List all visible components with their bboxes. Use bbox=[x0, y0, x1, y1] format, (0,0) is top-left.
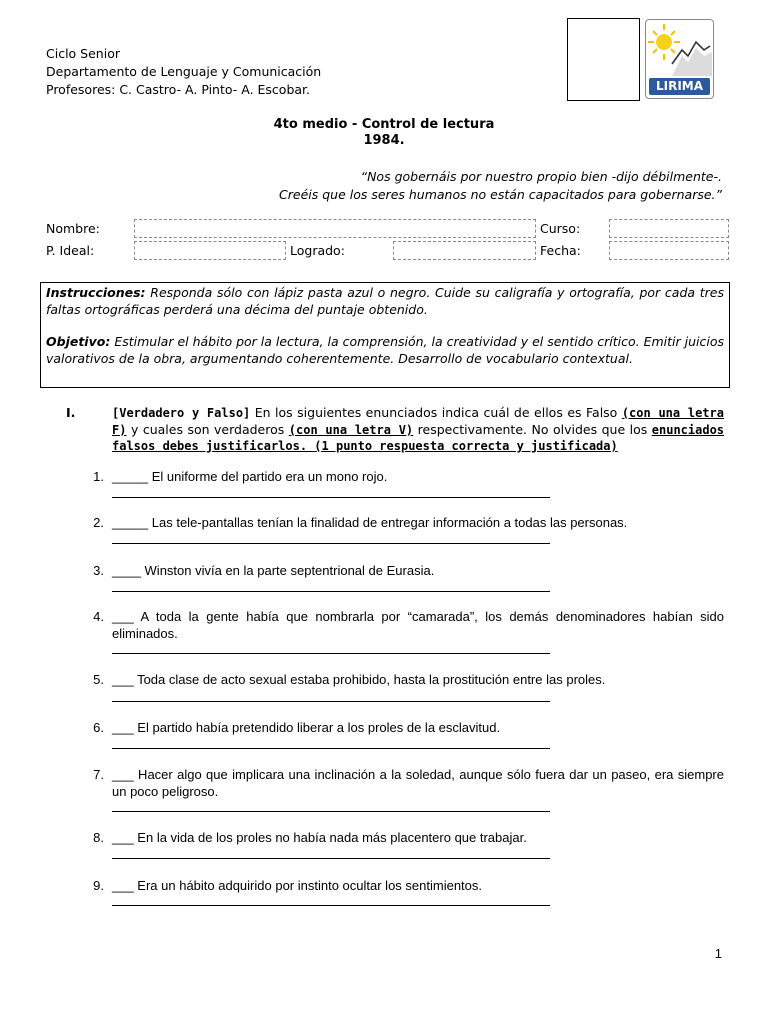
question-text: ___ El partido había pretendido liberar a los proles de la esclavitud. bbox=[112, 720, 501, 735]
school-logo bbox=[645, 19, 714, 99]
answer-line[interactable] bbox=[112, 701, 550, 702]
question-number: 3. bbox=[93, 563, 104, 578]
question-number: 7. bbox=[93, 767, 104, 782]
instructions-label: Instrucciones: bbox=[46, 285, 146, 300]
ideal-score-field[interactable] bbox=[134, 241, 286, 260]
section-text-2: y cuales son verdaderos bbox=[126, 421, 289, 437]
instructions-paragraph bbox=[46, 285, 724, 318]
question-text: ___ En la vida de los proles no había nada más placentero que trabajar. bbox=[112, 830, 527, 845]
answer-line[interactable] bbox=[112, 543, 550, 544]
question-number: 9. bbox=[93, 878, 104, 893]
question-number: 8. bbox=[93, 830, 104, 845]
achieved-score-field[interactable] bbox=[393, 241, 536, 260]
name-label: Nombre: bbox=[46, 221, 100, 236]
photo-box bbox=[567, 18, 640, 101]
question-text: ___ Hacer algo que implicara una inclinación a la soledad, aunque sólo fuera dar un paseo, era siempre un poco peligroso. bbox=[112, 767, 724, 799]
question-number: 5. bbox=[93, 672, 104, 687]
question-text: ___ A toda la gente había que nombrarla por “camarada”, los demás denominadores habían sido eliminados. bbox=[112, 609, 724, 641]
question-number: 2. bbox=[93, 515, 104, 530]
answer-line[interactable] bbox=[112, 905, 550, 906]
question-number: 6. bbox=[93, 720, 104, 735]
section-text-3: respectivamente. No olvides que los bbox=[413, 421, 652, 437]
answer-line[interactable] bbox=[112, 591, 550, 592]
question-number: 1. bbox=[93, 469, 104, 484]
ideal-score-label: P. Ideal: bbox=[46, 243, 95, 258]
quote-line-2: Creéis que los seres humanos no están capacitados para gobernarse.” bbox=[279, 187, 722, 202]
question-text: _____ Las tele-pantallas tenían la finalidad de entregar información a todas las personas. bbox=[112, 515, 628, 530]
section-number: I. bbox=[66, 405, 76, 420]
exam-subtitle: 1984. bbox=[363, 133, 405, 148]
exam-title: 4to medio - Control de lectura bbox=[273, 117, 495, 132]
header-cycle: Ciclo Senior bbox=[46, 46, 120, 61]
objective-text: Estimular el hábito por la lectura, la comprensión, la creatividad y el sentido crítico. Emitir juicios valorativos de la obra, argumentando coherentemente. Desarrollo de vocabulario contextual. bbox=[46, 334, 725, 366]
course-label: Curso: bbox=[540, 221, 581, 236]
answer-line[interactable] bbox=[112, 497, 550, 498]
instructions-text: Responda sólo con lápiz pasta azul o negro. Cuide su caligrafía y ortografía, por cada tres faltas ortográficas perderá una décima del puntaje obtenido. bbox=[46, 285, 724, 317]
header-department: Departamento de Lenguaje y Comunicación bbox=[46, 64, 322, 79]
true-letter-note: (con una letra V) bbox=[288, 422, 414, 437]
answer-line[interactable] bbox=[112, 858, 550, 859]
question-text: ___ Era un hábito adquirido por instinto ocultar los sentimientos. bbox=[112, 878, 482, 893]
answer-line[interactable] bbox=[112, 748, 550, 749]
question-number: 4. bbox=[93, 609, 104, 624]
section-text-1: En los siguientes enunciados indica cuál de ellos es Falso bbox=[250, 405, 622, 420]
achieved-score-label: Logrado: bbox=[290, 243, 345, 258]
date-field[interactable] bbox=[609, 241, 729, 260]
question-text: ___ Toda clase de acto sexual estaba prohibido, hasta la prostitución entre las proles. bbox=[112, 672, 606, 687]
logo-text: LIRIMA bbox=[649, 78, 710, 95]
question-text: ____ Winston vivía en la parte septentrional de Eurasia. bbox=[112, 563, 435, 578]
logo-sun-mountain-icon bbox=[646, 20, 713, 80]
section-type: [Verdadero y Falso] bbox=[112, 406, 251, 420]
quote-line-1: “Nos gobernáis por nuestro propio bien -dijo débilmente-. bbox=[360, 169, 722, 184]
page-number: 1 bbox=[714, 946, 722, 961]
objective-label: Objetivo: bbox=[46, 334, 111, 349]
question-text: _____ El uniforme del partido era un mono rojo. bbox=[112, 469, 388, 484]
justify-note: enunciados falsos debes justificarlos. (1 punto respuesta correcta y justificada) bbox=[112, 422, 725, 453]
header-teachers: Profesores: C. Castro- A. Pinto- A. Escobar. bbox=[46, 82, 311, 97]
name-field[interactable] bbox=[134, 219, 536, 238]
answer-line[interactable] bbox=[112, 811, 550, 812]
instructions-box bbox=[40, 282, 730, 388]
date-label: Fecha: bbox=[540, 243, 581, 258]
section-instructions bbox=[112, 405, 724, 455]
false-letter-note: (con una letra F) bbox=[112, 406, 724, 437]
answer-line[interactable] bbox=[112, 653, 550, 654]
course-field[interactable] bbox=[609, 219, 729, 238]
objective-paragraph bbox=[46, 334, 724, 367]
